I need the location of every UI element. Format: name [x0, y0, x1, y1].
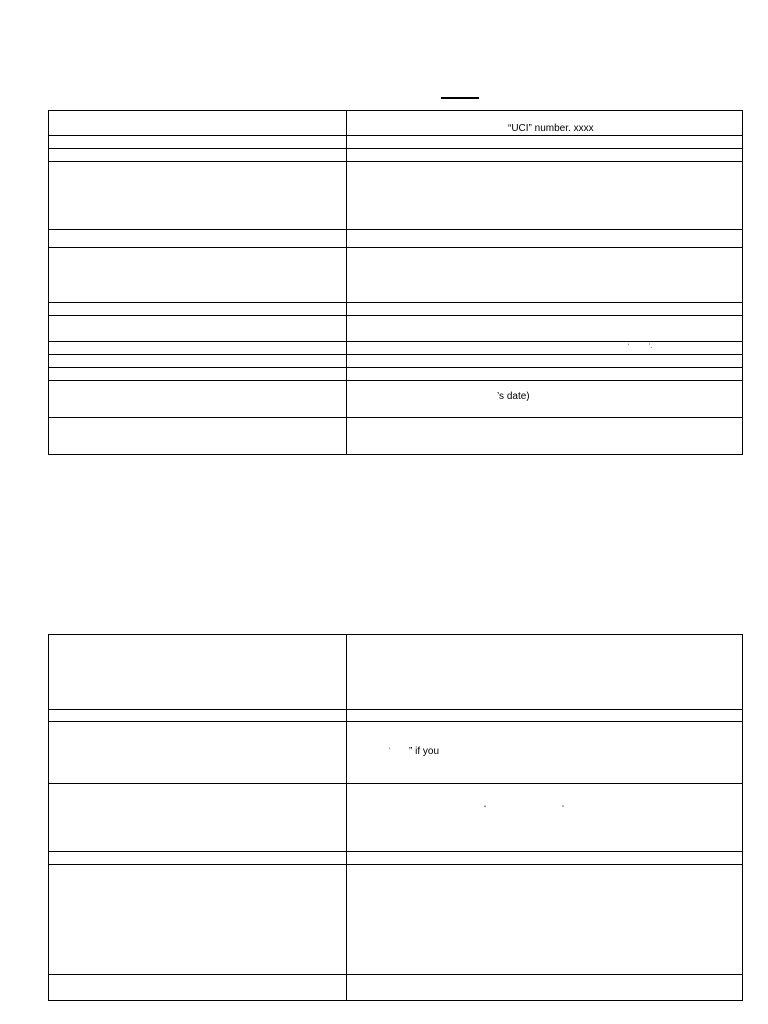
label-cell [49, 635, 347, 710]
label-cell [49, 975, 347, 1001]
value-cell [347, 342, 743, 355]
table-row [49, 368, 743, 381]
label-cell [49, 784, 347, 852]
table-row [49, 248, 743, 303]
label-cell [49, 368, 347, 381]
table-row [49, 149, 743, 162]
label-cell [49, 136, 347, 149]
quote-mark: ’. [649, 344, 652, 350]
value-cell [347, 136, 743, 149]
table-row [49, 635, 743, 710]
value-cell [347, 722, 743, 784]
if-you-text: ” if you [409, 746, 440, 757]
label-cell [49, 722, 347, 784]
table-row [49, 722, 743, 784]
uci-number-text: “UCI” number. xxxx [508, 123, 594, 134]
value-cell [347, 355, 743, 368]
table-row [49, 111, 743, 136]
label-cell [49, 342, 347, 355]
quote-mark: ‘ [389, 748, 391, 754]
table-row [49, 342, 743, 355]
value-cell [347, 975, 743, 1001]
label-cell [49, 852, 347, 865]
table-row [49, 852, 743, 865]
label-cell [49, 865, 347, 975]
label-cell [49, 710, 347, 722]
table-row [49, 865, 743, 975]
table-row [49, 230, 743, 248]
value-cell [347, 230, 743, 248]
table-row [49, 162, 743, 230]
value-cell [347, 418, 743, 455]
value-cell [347, 852, 743, 865]
date-text: ’s date) [497, 391, 530, 402]
value-cell [347, 710, 743, 722]
table-row [49, 303, 743, 316]
value-cell [347, 368, 743, 381]
label-cell [49, 111, 347, 136]
value-cell [347, 635, 743, 710]
value-cell [347, 149, 743, 162]
label-cell [49, 381, 347, 418]
value-cell [347, 865, 743, 975]
value-cell [347, 784, 743, 852]
table-row [49, 784, 743, 852]
label-cell [49, 149, 347, 162]
close-quote-mark: ” [562, 806, 564, 812]
table-row [49, 355, 743, 368]
value-cell [347, 316, 743, 342]
value-cell [347, 162, 743, 230]
label-cell [49, 316, 347, 342]
form-table-1 [48, 110, 743, 455]
label-cell [49, 418, 347, 455]
label-cell [49, 230, 347, 248]
quote-mark: ‘ [628, 344, 630, 350]
label-cell [49, 355, 347, 368]
label-cell [49, 303, 347, 316]
value-cell [347, 381, 743, 418]
form-table-2 [48, 634, 743, 1001]
open-quote-mark: “ [484, 806, 486, 812]
document-title-underline [441, 97, 479, 99]
table-row [49, 316, 743, 342]
label-cell [49, 248, 347, 303]
table-row [49, 975, 743, 1001]
table-row [49, 136, 743, 149]
value-cell [347, 111, 743, 136]
value-cell [347, 248, 743, 303]
table-row [49, 381, 743, 418]
label-cell [49, 162, 347, 230]
value-cell [347, 303, 743, 316]
table-row [49, 710, 743, 722]
table-row [49, 418, 743, 455]
